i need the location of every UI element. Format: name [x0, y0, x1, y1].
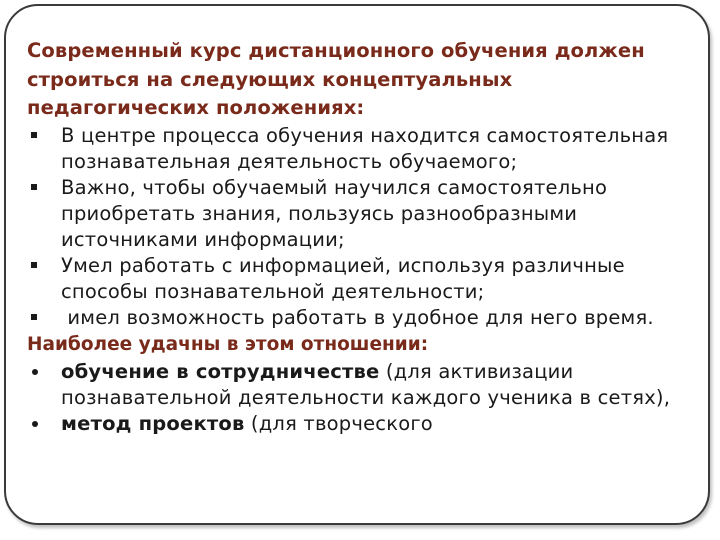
heading: Современный курс дистанционного обучения должен строиться на следующих концептуальных педагогических положениях:	[27, 39, 645, 119]
square-bullet-icon	[31, 184, 37, 190]
round-bullet-icon	[32, 421, 38, 427]
principle-text: Важно, чтобы обучаемый научился самостоятельно приобретать знания, пользуясь разнообразными источниками информации;	[61, 175, 608, 251]
principles-list	[27, 123, 687, 331]
principle-text: В центре процесса обучения находится самостоятельная познавательная деятельность обучаемого;	[61, 123, 669, 173]
approach-item	[27, 411, 687, 437]
square-bullet-icon	[31, 314, 37, 320]
approach-description: (для активизации познавательной деятельности каждого ученика в сетях),	[61, 359, 671, 409]
square-bullet-icon	[31, 132, 37, 138]
square-bullet-icon	[31, 262, 37, 268]
principle-item	[27, 123, 687, 175]
slide-content	[27, 37, 687, 437]
approach-title: обучение в сотрудничестве	[61, 359, 380, 383]
approach-description: (для творческого	[244, 411, 433, 435]
approach-title: метод проектов	[61, 411, 245, 435]
principle-item	[27, 305, 687, 331]
approach-item	[27, 359, 687, 411]
principle-item	[27, 253, 687, 305]
principle-text: Умел работать с информацией, используя различные способы познавательной деятельности;	[61, 253, 625, 303]
principle-text: имел возможность работать в удобное для него время.	[61, 305, 654, 329]
round-bullet-icon	[32, 369, 38, 375]
subheading: Наиболее удачны в этом отношении:	[27, 333, 429, 355]
principle-item	[27, 175, 687, 253]
approaches-list	[27, 359, 687, 437]
